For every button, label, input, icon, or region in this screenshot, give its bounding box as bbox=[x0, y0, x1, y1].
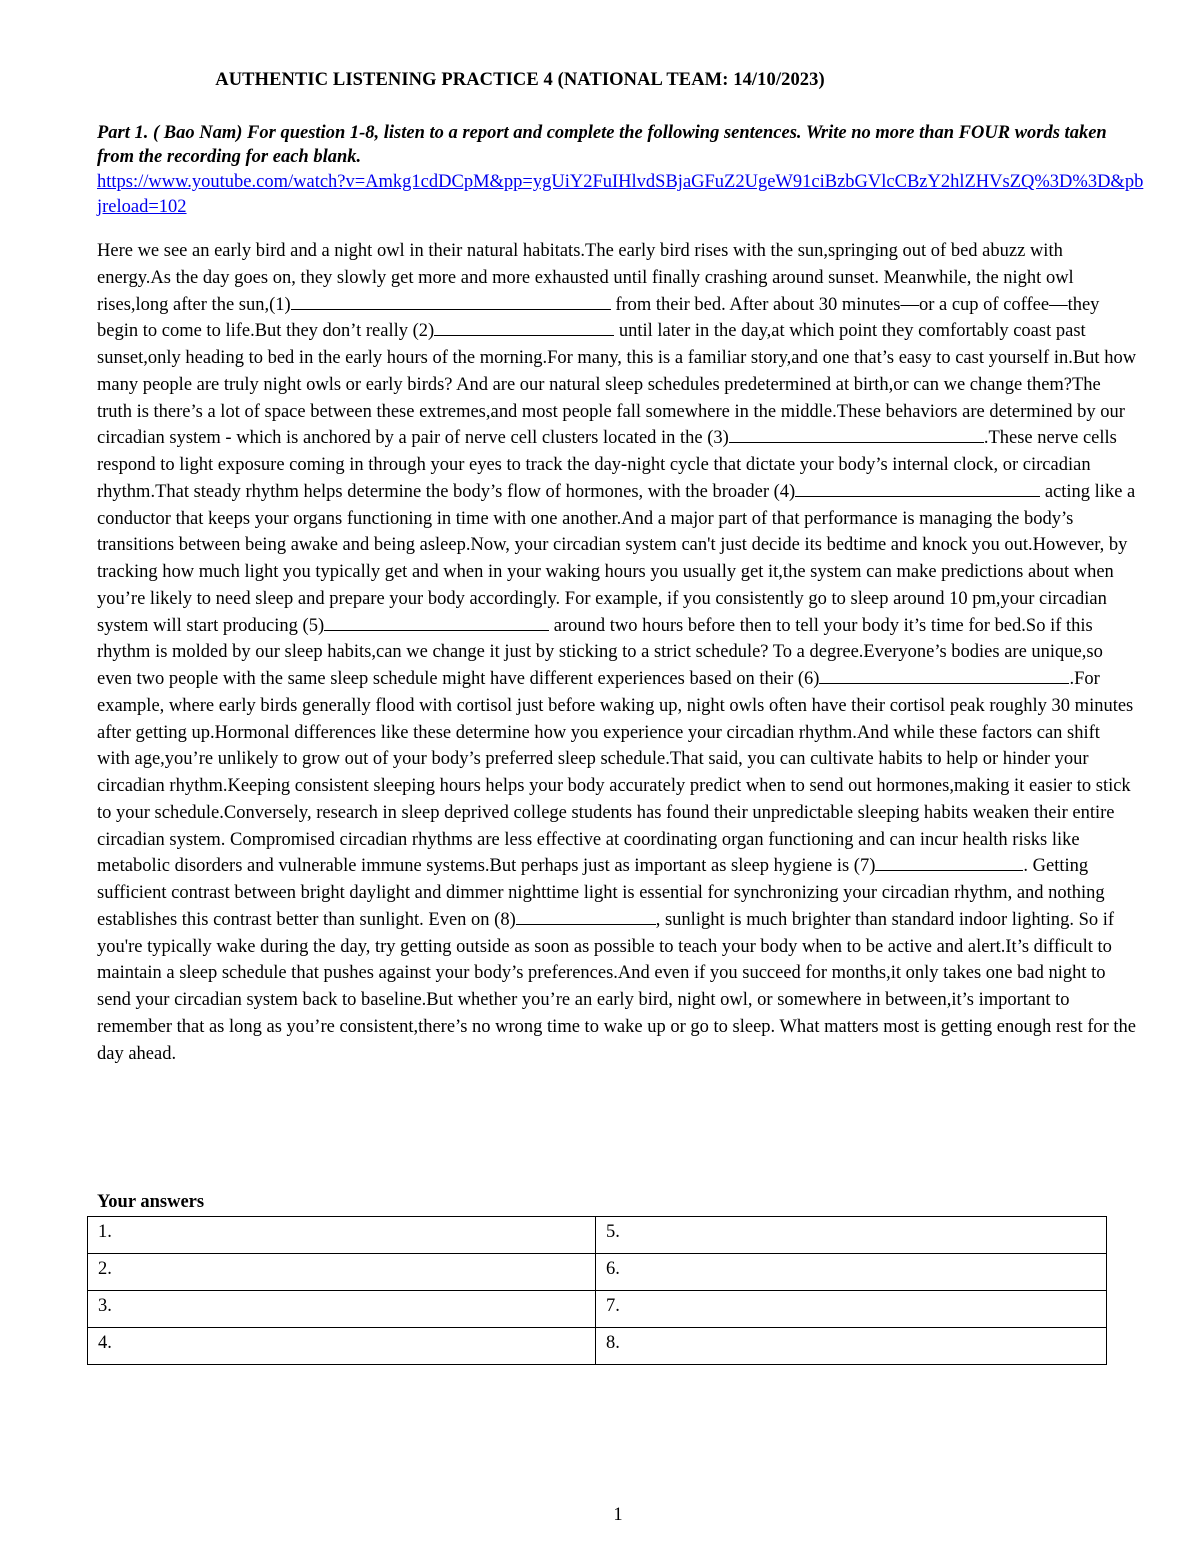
passage-text: .These nerve cells respond to light exposure coming in through your eyes to track the day-night cycle that dictate your body’s internal clock, or circadian rhythm.That steady rhythm helps determine the body’s flow of hormones, with the broader (4) bbox=[97, 428, 1117, 502]
answer-blank-6[interactable] bbox=[819, 666, 1069, 684]
page-number: 1 bbox=[613, 1505, 623, 1525]
answer-blank-3[interactable] bbox=[729, 425, 984, 443]
answers-table bbox=[87, 1216, 1107, 1365]
listening-passage bbox=[97, 238, 1137, 1067]
passage-text: , sunlight is much brighter than standard indoor lighting. So if you're typically wake during the day, try getting outside as soon as possible to teach your body when to be active and alert.It’s difficult to maintain a sleep schedule that pushes against your body’s preferences.And even if you succeed for months,it only takes one bad night to send your circadian system back to baseline.But whether you’re an early bird, night owl, or somewhere in between,it’s important to remember that as long as you’re consistent,there’s no wrong time to wake up or go to sleep. What matters most is getting enough rest for the day ahead. bbox=[97, 909, 1137, 1064]
document-title: AUTHENTIC LISTENING PRACTICE 4 (NATIONAL TEAM: 14/10/2023) bbox=[215, 70, 825, 90]
table-row bbox=[88, 1254, 1107, 1291]
answer-blank-7[interactable] bbox=[875, 853, 1023, 871]
passage-text: Here we see an early bird and a night owl in their natural habitats.The early bird rises with the sun,springing out of bed abuzz with energy.As the day goes on, they slowly get more and more exhausted until finally crashing around sunset. Meanwhile, the night owl rises,long after the sun,(1) bbox=[97, 241, 1074, 315]
answer-blank-1[interactable] bbox=[291, 292, 611, 310]
answer-cell-7[interactable]: 7. bbox=[596, 1291, 1107, 1328]
passage-text: . Getting sufficient contrast between bright daylight and dimmer nighttime light is essential for synchronizing your circadian rhythm, and nothing establishes this contrast better than sunlight. Even on (8) bbox=[97, 856, 1105, 930]
passage-text: acting like a conductor that keeps your organs functioning in time with one another.And a major part of that performance is managing the body’s transitions between being awake and being asleep.Now, your circadian system can't just decide its bedtime and knock you out.However, by tracking how much light you typically get and when in your waking hours you usually get it,the system can make predictions about when you’re likely to need sleep and prepare your body accordingly. For example, if you consistently go to sleep around 10 pm,your circadian system will start producing (5) bbox=[97, 481, 1136, 636]
answer-blank-4[interactable] bbox=[795, 479, 1040, 497]
answer-cell-1[interactable]: 1. bbox=[88, 1217, 596, 1254]
answer-cell-8[interactable]: 8. bbox=[596, 1328, 1107, 1365]
table-row bbox=[88, 1328, 1107, 1365]
answer-cell-6[interactable]: 6. bbox=[596, 1254, 1107, 1291]
passage-text: from their bed. After about 30 minutes—or a cup of coffee—they begin to come to life.But they don’t really (2) bbox=[97, 294, 1100, 342]
answer-cell-2[interactable]: 2. bbox=[88, 1254, 596, 1291]
passage-text: around two hours before then to tell your body it’s time for bed.So if this rhythm is molded by our sleep habits,can we change it just by sticking to a strict schedule? To a degree.Everyone’s bodies are unique,so even two people with the same sleep schedule might have different experiences based on their (6) bbox=[97, 615, 1103, 689]
passage-text: .For example, where early birds generally flood with cortisol just before waking up, night owls often have their cortisol peak roughly 30 minutes after getting up.Hormonal differences like these determine how you experience your circadian rhythm.And while these factors can shift with age,you’re unlikely to grow out of your body’s preferred sleep schedule.That said, you can cultivate habits to help or hinder your circadian rhythm.Keeping consistent sleeping hours helps your body accurately predict when to send out hormones,making it easier to stick to your schedule.Conversely, research in sleep deprived college students has found their unpredictable sleeping habits weaken their entire circadian system. Compromised circadian rhythms are less effective at coordinating organ functioning and can incur health risks like metabolic disorders and vulnerable immune systems.But perhaps just as important as sleep hygiene is (7) bbox=[97, 669, 1134, 877]
answer-cell-3[interactable]: 3. bbox=[88, 1291, 596, 1328]
answer-blank-2[interactable] bbox=[434, 318, 614, 336]
youtube-link[interactable]: https://www.youtube.com/watch?v=Amkg1cdDCpM&pp=ygUiY2FuIHlvdSBjaGFuZ2UgeW91ciBzbGVlcCBzY2hlZHVsZQ%3D%3D&pbjreload=102 bbox=[97, 172, 1144, 217]
table-row bbox=[88, 1217, 1107, 1254]
table-row bbox=[88, 1291, 1107, 1328]
answer-blank-8[interactable] bbox=[516, 907, 656, 925]
answer-cell-4[interactable]: 4. bbox=[88, 1328, 596, 1365]
passage-text: until later in the day,at which point they comfortably coast past sunset,only heading to bed in the early hours of the morning.For many, this is a familiar story,and one that’s easy to cast yourself in.But how many people are truly night owls or early birds? And are our natural sleep schedules predetermined at birth,or can we change them?The truth is there’s a lot of space between these extremes,and most people fall somewhere in the middle.These behaviors are determined by our circadian system - which is anchored by a pair of nerve cell clusters located in the (3) bbox=[97, 321, 1137, 449]
answers-label: Your answers bbox=[97, 1192, 205, 1212]
answer-blank-5[interactable] bbox=[324, 613, 549, 631]
answer-cell-5[interactable]: 5. bbox=[596, 1217, 1107, 1254]
part-instructions: Part 1. ( Bao Nam) For question 1-8, listen to a report and complete the following sentences. Write no more than FOUR words taken from the recording for each blank. bbox=[97, 123, 1107, 167]
